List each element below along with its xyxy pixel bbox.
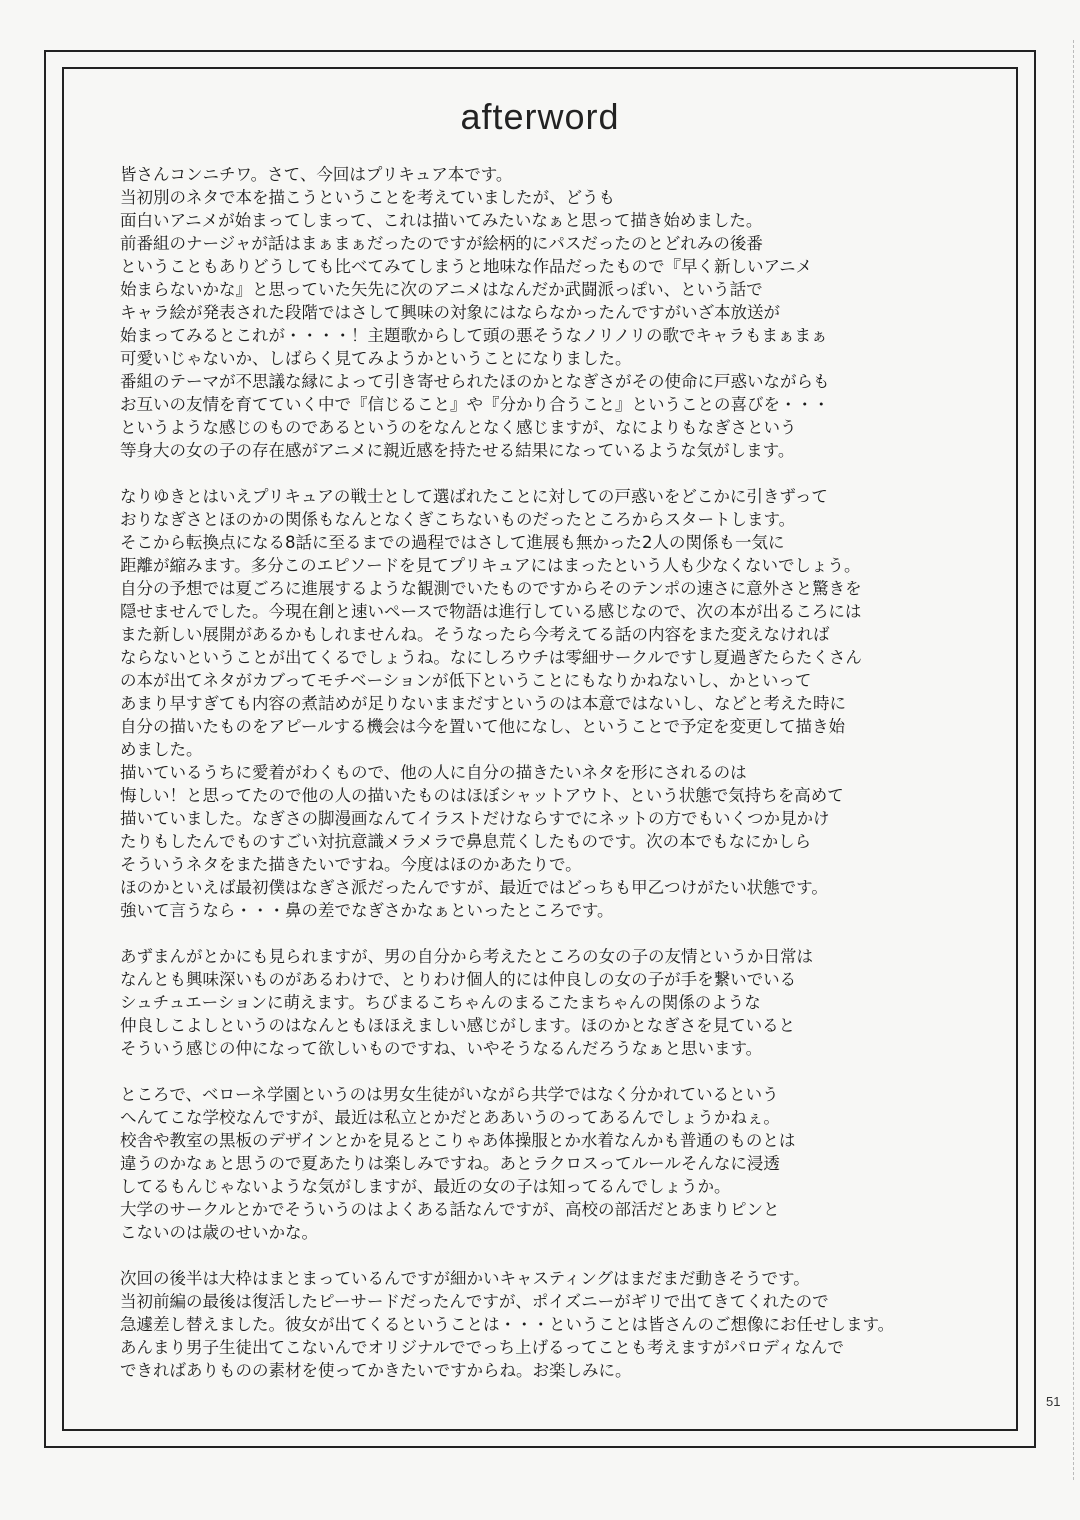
text-line: たりもしたんでものすごい対抗意識メラメラで鼻息荒くしたものです。次の本でもなにかしら	[120, 832, 812, 851]
text-line: 皆さんコンニチワ。さて、今回はプリキュア本です。	[120, 165, 513, 184]
paragraph-gap	[120, 922, 990, 945]
text-line: ならないということが出てくるでしょうね。なにしろウチは零細サークルですし夏過ぎたらたくさん	[120, 648, 862, 667]
text-line: ということもありどうしても比べてみてしまうと地味な作品だったもので『早く新しいアニメ	[120, 257, 813, 276]
text-line: 急遽差し替えました。彼女が出てくるということは・・・ということは皆さんのご想像にお任せします。	[120, 1315, 895, 1334]
text-line: 描いていました。なぎさの脚漫画なんてイラストだけならすでにネットの方でもいくつか見かけ	[120, 809, 830, 828]
text-line: へんてこな学校なんですが、最近は私立とかだとああいうのってあるんでしょうかねぇ。	[120, 1108, 780, 1127]
text-line: 強いて言うなら・・・鼻の差でなぎさかなぁといったところです。	[120, 901, 614, 920]
text-line: 当初前編の最後は復活したピーサードだったんですが、ポイズニーがギリで出てきてくれたので	[120, 1292, 829, 1311]
text-line: 仲良しこよしというのはなんともほほえましい感じがします。ほのかとなぎさを見ていると	[120, 1016, 796, 1035]
text-line: おりなぎさとほのかの関係もなんとなくぎこちないものだったところからスタートします。	[120, 510, 796, 529]
text-line: 面白いアニメが始まってしまって、これは描いてみたいなぁと思って描き始めました。	[120, 211, 763, 230]
text-line: 自分の予想では夏ごろに進展するような観測でいたものですからそのテンポの速さに意外さと驚きを	[120, 579, 862, 598]
text-line: 描いているうちに愛着がわくもので、他の人に自分の描きたいネタを形にされるのは	[120, 763, 747, 782]
text-line: また新しい展開があるかもしれませんね。そうなったら今考えてる話の内容をまた変えなければ	[120, 625, 830, 644]
text-line: あまり早すぎても内容の煮詰めが足りないままだすというのは本意ではないし、などと考えた時に	[120, 694, 846, 713]
text-line: ところで、ベローネ学園というのは男女生徒がいながら共学ではなく分かれているという	[120, 1085, 779, 1104]
text-line: めました。	[120, 740, 203, 759]
text-line: 自分の描いたものをアピールする機会は今を置いて他になし、ということで予定を変更して描き始	[120, 717, 846, 736]
text-line: あずまんがとかにも見られますが、男の自分から考えたところの女の子の友情というか日常は	[120, 947, 813, 966]
text-line: というような感じのものであるというのをなんとなく感じますが、なによりもなぎさという	[120, 418, 797, 437]
text-line: 次回の後半は大枠はまとまっているんですが細かいキャスティングはまだまだ動きそうです。	[120, 1269, 810, 1288]
page-number: 51	[1046, 1394, 1061, 1409]
text-line: の本が出てネタがカブってモチベーションが低下ということにもなりかねないし、かといって	[120, 671, 812, 690]
text-line: してるもんじゃないような気がしますが、最近の女の子は知ってるんでしょうか。	[120, 1177, 731, 1196]
text-line: 大学のサークルとかでそういうのはよくある話なんですが、高校の部活だとあまりピンと	[120, 1200, 780, 1219]
paragraph-gap	[120, 1244, 990, 1267]
text-line: 番組のテーマが不思議な縁によって引き寄せられたほのかとなぎさがその使命に戸惑いながらも	[120, 372, 830, 391]
text-line: 始まってみるとこれが・・・・！主題歌からして頭の悪そうなノリノリの歌でキャラもまぁまぁ	[120, 326, 828, 345]
paragraph-gap	[120, 1060, 990, 1083]
text-line: なりゆきとはいえプリキュアの戦士として選ばれたことに対しての戸惑いをどこかに引きずって	[120, 487, 828, 506]
text-line: 校舎や教室の黒板のデザインとかを見るとこりゃあ体操服とか水着なんかも普通のものとは	[120, 1131, 796, 1150]
text-line: 可愛いじゃないか、しばらく見てみようかということになりました。	[120, 349, 632, 368]
text-line: お互いの友情を育てていく中で『信じること』や『分かり合うこと』ということの喜びを・・・	[120, 395, 830, 414]
text-line: あんまり男子生徒出てこないんでオリジナルででっち上げるってことも考えますがパロディなんで	[120, 1338, 844, 1357]
text-line: なんとも興味深いものがあるわけで、とりわけ個人的には仲良しの女の子が手を繋いでいる	[120, 970, 797, 989]
page-edge	[1069, 40, 1074, 1480]
text-line: ほのかといえば最初僕はなぎさ派だったんですが、最近ではどっちも甲乙つけがたい状態です。	[120, 878, 828, 897]
text-line: シュチュエーションに萌えます。ちびまるこちゃんのまるこたまちゃんの関係のような	[120, 993, 761, 1012]
text-line: そういうネタをまた描きたいですね。今度はほのかあたりで。	[120, 855, 582, 874]
text-line: できればありものの素材を使ってかきたいですからね。お楽しみに。	[120, 1361, 632, 1380]
text-line: 等身大の女の子の存在感がアニメに親近感を持たせる結果になっているような気がします。	[120, 441, 795, 460]
text-line: 前番組のナージャが話はまぁまぁだったのですが絵柄的にパスだったのとどれみの後番	[120, 234, 763, 253]
text-line: 当初別のネタで本を描こうということを考えていましたが、どうも	[120, 188, 615, 207]
text-line: 始まらないかな』と思っていた矢先に次のアニメはなんだか武闘派っぽい、という話で	[120, 280, 763, 299]
page-title: afterword	[460, 96, 620, 137]
text-line: 距離が縮みます。多分このエピソードを見てプリキュアにはまったという人も少なくないでしょう。	[120, 556, 861, 575]
text-line: そこから転換点になる8話に至るまでの過程ではさして進展も無かった2人の関係も一気に	[120, 533, 785, 552]
afterword-body	[120, 163, 990, 1382]
text-line: 隠せませんでした。今現在創と速いペースで物語は進行している感じなので、次の本が出るころには	[120, 602, 862, 621]
paragraph-gap	[120, 462, 990, 485]
text-line: こないのは歳のせいかな。	[120, 1223, 318, 1242]
text-line: そういう感じの仲になって欲しいものですね、いやそうなるんだろうなぁと思います。	[120, 1039, 763, 1058]
text-line: 違うのかなぁと思うので夏あたりは楽しみですね。あとラクロスってルールそんなに浸透	[120, 1154, 780, 1173]
text-line: 悔しい！と思ってたので他の人の描いたものはほぼシャットアウト、という状態で気持ちを高めて	[120, 786, 844, 805]
text-line: キャラ絵が発表された段階ではさして興味の対象にはならなかったんですがいざ本放送が	[120, 303, 780, 322]
